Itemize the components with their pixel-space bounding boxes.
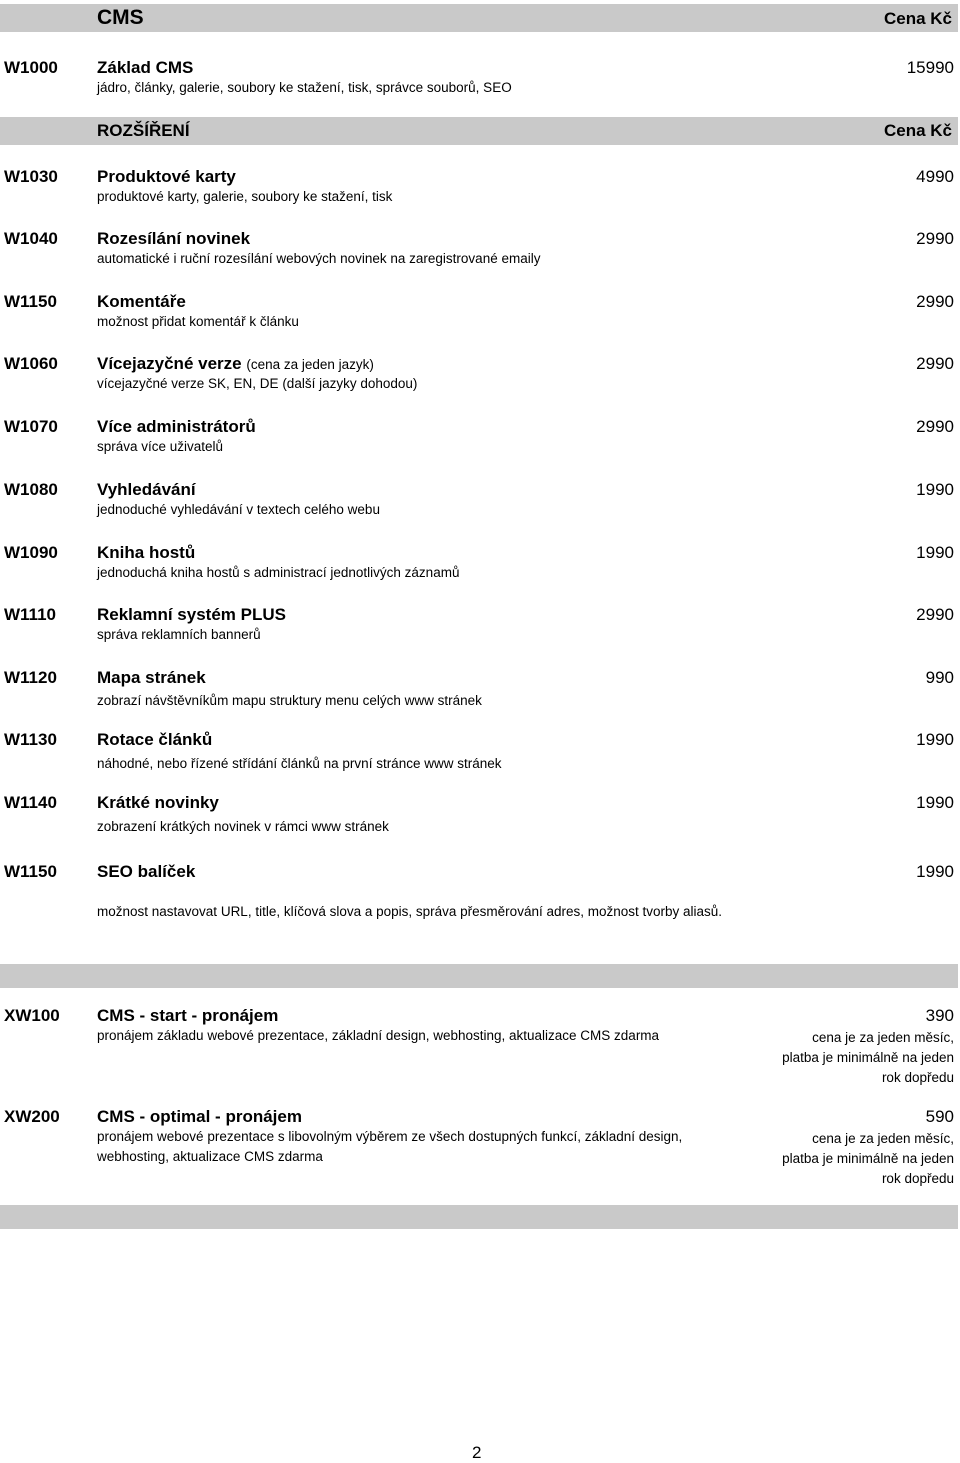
price-note-line: platba je minimálně na jeden: [782, 1151, 954, 1166]
item-title: Více administrátorů: [97, 417, 256, 436]
item-price: 1990: [916, 480, 954, 499]
item-code: XW100: [4, 1006, 60, 1025]
item-description: správa reklamních bannerů: [97, 627, 261, 642]
price-note: [754, 1028, 954, 1088]
item-code: W1150: [4, 292, 57, 311]
item-description: správa více uživatelů: [97, 439, 224, 454]
item-title: Rozesílání novinek: [97, 229, 251, 248]
item-price: 990: [925, 668, 954, 687]
section-title: ROZŠÍŘENÍ: [97, 121, 190, 140]
item-title: Produktové karty: [97, 167, 236, 186]
item-description: vícejazyčné verze SK, EN, DE (další jazyky dohodou): [97, 376, 418, 391]
item-code: W1110: [4, 605, 56, 624]
item-price: 15990: [906, 58, 954, 77]
item-description: jednoduché vyhledávání v textech celého webu: [97, 502, 380, 517]
item-title: Vyhledávání: [97, 480, 196, 499]
item-title: Rotace článků: [97, 730, 213, 749]
item-code: W1040: [4, 229, 58, 248]
item-description: zobrazí návštěvníkům mapu struktury menu celých www stránek: [97, 693, 482, 708]
item-price: 1990: [916, 862, 954, 881]
item-title: Krátké novinky: [97, 793, 219, 812]
item-price: 390: [925, 1006, 954, 1025]
item-description: pronájem webové prezentace s libovolným výběrem ze všech dostupných funkcí, základní design,: [97, 1129, 683, 1144]
item-code: W1150: [4, 862, 57, 881]
item-price: 1990: [916, 793, 954, 812]
item-code: W1000: [4, 58, 58, 77]
section-header-cms: [0, 4, 958, 32]
item-description: pronájem základu webové prezentace, základní design, webhosting, aktualizace CMS zdarma: [97, 1028, 660, 1043]
item-code: W1070: [4, 417, 58, 436]
price-note-line: rok dopředu: [881, 1070, 954, 1085]
item-title: Základ CMS: [97, 58, 194, 77]
price-header: Cena Kč: [883, 9, 952, 28]
item-title: Komentáře: [97, 292, 186, 311]
item-title-note: (cena za jeden jazyk): [246, 357, 374, 372]
section-divider: [0, 964, 958, 988]
item-code: W1130: [4, 730, 57, 749]
price-note-line: platba je minimálně na jeden: [782, 1050, 954, 1065]
item-price: 2990: [916, 354, 954, 373]
item-price: 4990: [916, 167, 954, 186]
item-title: CMS - start - pronájem: [97, 1006, 279, 1025]
item-price: 590: [925, 1107, 954, 1126]
item-description: webhosting, aktualizace CMS zdarma: [97, 1149, 323, 1164]
item-price: 2990: [916, 417, 954, 436]
item-code: W1030: [4, 167, 58, 186]
item-code: W1120: [4, 668, 57, 687]
item-price: 2990: [916, 229, 954, 248]
item-price: 1990: [916, 543, 954, 562]
item-title: Mapa stránek: [97, 668, 206, 687]
item-description: možnost přidat komentář k článku: [97, 314, 299, 329]
page-number: 2: [472, 1443, 482, 1462]
item-description: produktové karty, galerie, soubory ke stažení, tisk: [97, 189, 393, 204]
price-note-line: cena je za jeden měsíc,: [812, 1030, 954, 1045]
section-divider: [0, 1205, 958, 1229]
price-header: Cena Kč: [883, 121, 952, 140]
item-price: 2990: [916, 605, 954, 624]
item-description: jednoduchá kniha hostů s administrací jednotlivých záznamů: [97, 565, 460, 580]
item-code: W1140: [4, 793, 57, 812]
item-description: automatické i ruční rozesílání webových novinek na zaregistrované emaily: [97, 251, 541, 266]
item-title: Vícejazyčné verze (cena za jeden jazyk): [97, 354, 374, 373]
item-title: CMS - optimal - pronájem: [97, 1107, 302, 1126]
item-code: W1090: [4, 543, 58, 562]
item-description: jádro, články, galerie, soubory ke stažení, tisk, správce souborů, SEO: [97, 80, 512, 95]
item-description: zobrazení krátkých novinek v rámci www stránek: [97, 819, 389, 834]
item-price: 2990: [916, 292, 954, 311]
item-title: Reklamní systém PLUS: [97, 605, 286, 624]
item-title: SEO balíček: [97, 862, 196, 881]
item-code: W1060: [4, 354, 58, 373]
item-code: W1080: [4, 480, 58, 499]
item-description: náhodné, nebo řízené střídání článků na první stránce www stránek: [97, 756, 502, 771]
item-price: 1990: [916, 730, 954, 749]
item-description: možnost nastavovat URL, title, klíčová slova a popis, správa přesměrování adres, možnost tvorby aliasů.: [97, 904, 723, 919]
price-note: [754, 1129, 954, 1189]
item-title: Kniha hostů: [97, 543, 196, 562]
item-code: XW200: [4, 1107, 60, 1126]
price-note-line: rok dopředu: [881, 1171, 954, 1186]
section-title: CMS: [97, 6, 144, 29]
section-header-extensions: [0, 117, 958, 145]
price-note-line: cena je za jeden měsíc,: [812, 1131, 954, 1146]
